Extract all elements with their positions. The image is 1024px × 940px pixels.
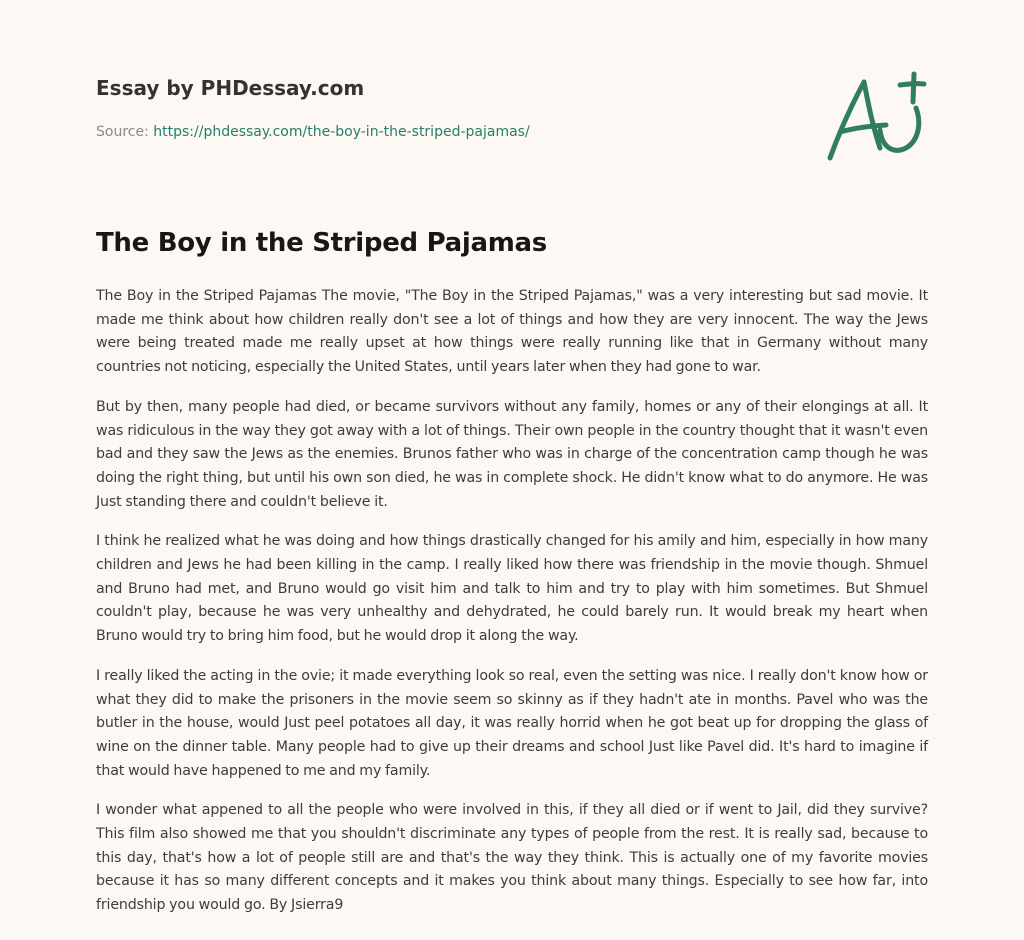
essay-paragraph: I wonder what appened to all the people who were involved in this, if they all died or if went to Jail, did they survive? This film also showed me that you shouldn't discriminate any types of people from the rest. It is really sad, because to this day, that's how a lot of people still are and that's the way they think. This is actually one of my favorite movies because it has so many different concepts and it makes you think about many things. Especially to see how far, into friendship you would go. By Jsierra9 (96, 802, 928, 914)
essay-body (96, 285, 928, 934)
essay-title: The Boy in the Striped Pajamas (96, 228, 547, 258)
site-title: Essay by PHDessay.com (96, 76, 365, 100)
source-line (96, 124, 530, 140)
essay-page (96, 0, 928, 914)
essay-paragraph: I think he realized what he was doing and how things drastically changed for his amily and him, especially in how many children and Jews he had been killing in the camp. I really liked how there was friendship in the movie though. Shmuel and Bruno had met, and Bruno would go visit him and talk to him and try to play with him sometimes. But Shmuel couldn't play, because he was very unhealthy and dehydrated, he could barely run. It would break my heart when Bruno would try to bring him food, but he would drop it along the way. (96, 533, 928, 645)
essay-paragraph: But by then, many people had died, or became survivors without any family, homes or any of their elongings at all. It was ridiculous in the way they got away with a lot of things. Their own people in the country thought that it wasn't even bad and they saw the Jews as the enemies. Brunos father who was in charge of the concentration camp though he was doing the right thing, but until his own son died, he was in complete shock. He didn't know what to do anymore. He was Just standing there and couldn't believe it. (96, 398, 928, 510)
source-label: Source: (96, 124, 149, 140)
a-plus-grade-icon (824, 68, 928, 164)
source-link[interactable]: https://phdessay.com/the-boy-in-the-striped-pajamas/ (153, 124, 530, 140)
essay-paragraph: I really liked the acting in the ovie; it made everything look so real, even the setting was nice. I really don't know how or what they did to make the prisoners in the movie seem so skinny as if they hadn't ate in months. Pavel who was the butler in the house, would Just peel potatoes all day, it was really horrid when he got beat up for dropping the glass of wine on the dinner table. Many people had to give up their dreams and school Just like Pavel did. It's hard to imagine if that would have happened to me and my family. (96, 667, 928, 779)
essay-paragraph: The Boy in the Striped Pajamas The movie, "The Boy in the Striped Pajamas," was a very interesting but sad movie. It made me think about how children really don't see a lot of things and how they are very innocent. The way the Jews were being treated made me really upset at how things were really running like that in Germany without many countries not noticing, especially the United States, until years later when they had gone to war. (96, 288, 928, 376)
page-header (96, 0, 928, 200)
